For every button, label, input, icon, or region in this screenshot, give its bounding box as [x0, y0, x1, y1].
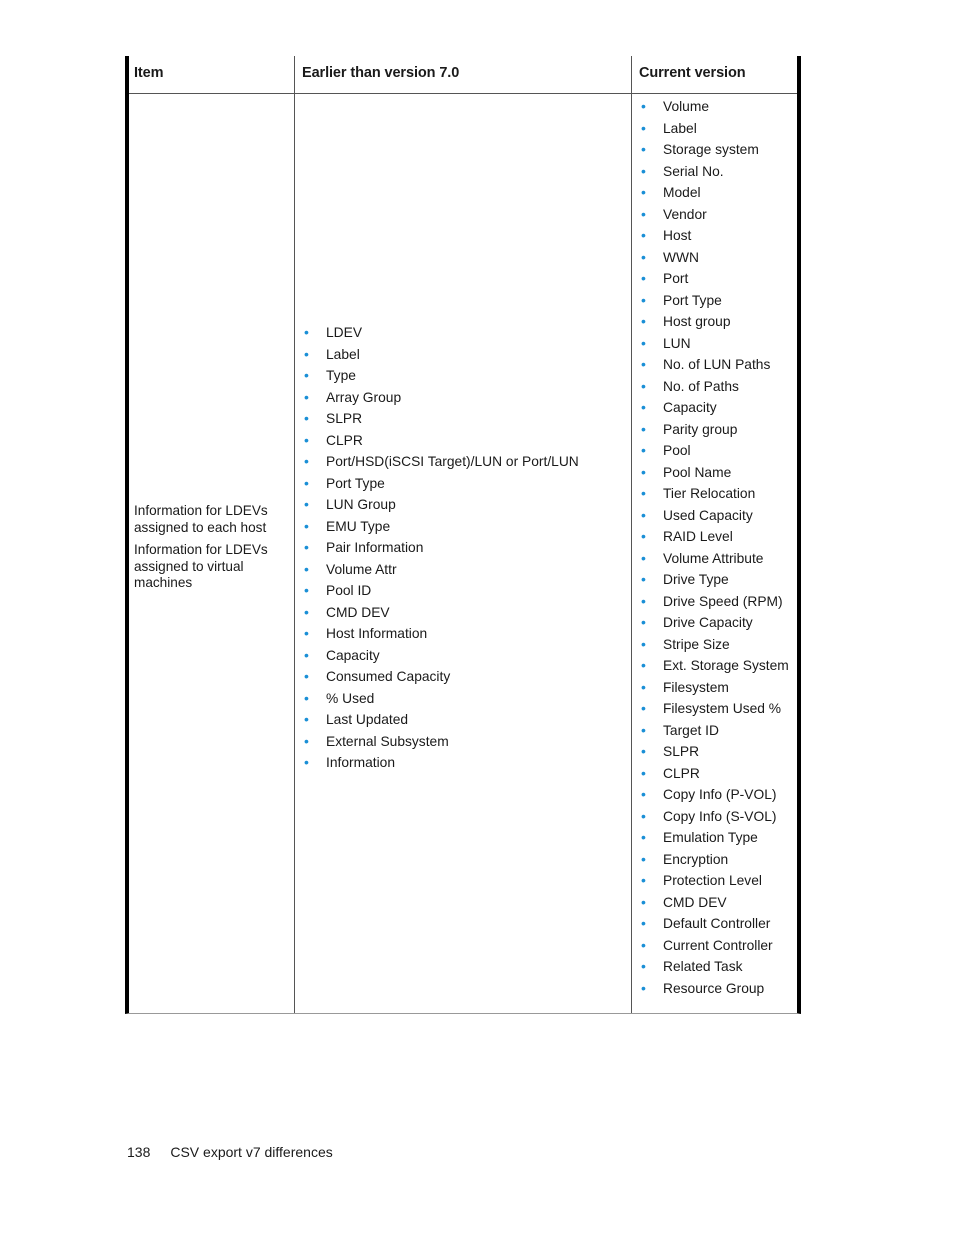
bullet-icon: •	[641, 463, 646, 480]
bullet-icon: •	[641, 506, 646, 523]
list-item	[639, 634, 789, 656]
list-item-label: Host group	[663, 314, 731, 329]
bullet-icon: •	[641, 657, 646, 673]
list-item	[639, 483, 789, 505]
list-item	[302, 537, 579, 559]
bullet-icon: •	[641, 700, 646, 716]
list-item	[302, 666, 579, 688]
list-item-label: % Used	[326, 690, 375, 706]
list-item-label: External Subsystem	[326, 733, 449, 749]
bullet-icon: •	[641, 119, 646, 136]
bullet-icon: •	[304, 625, 309, 641]
list-item-label: Port Type	[663, 292, 722, 308]
list-item-label: Vendor	[663, 206, 707, 222]
bullet-icon: •	[641, 850, 646, 867]
bullet-icon: •	[641, 227, 646, 243]
list-item	[639, 978, 789, 1000]
list-item-label: Volume Attribute	[663, 550, 764, 566]
list-item-label: Related Task	[663, 959, 743, 974]
list-item-label: CLPR	[326, 432, 363, 448]
list-item	[639, 139, 789, 161]
bullet-icon: •	[304, 496, 309, 512]
list-item	[639, 204, 789, 226]
list-item	[302, 623, 579, 645]
bullet-icon: •	[641, 721, 646, 738]
list-item-label: Target ID	[663, 722, 719, 738]
bullet-icon: •	[641, 764, 646, 781]
bullet-icon: •	[304, 410, 309, 426]
bullet-icon: •	[304, 367, 309, 383]
list-item-label: Resource Group	[663, 980, 765, 996]
list-item-label: LUN Group	[326, 497, 396, 512]
list-item-label: LDEV	[326, 325, 363, 340]
bullet-icon: •	[641, 291, 646, 308]
list-item	[639, 698, 789, 720]
list-item-label: CMD DEV	[326, 604, 390, 620]
bullet-icon: •	[641, 614, 646, 630]
bullet-icon: •	[641, 248, 646, 265]
list-item	[639, 526, 789, 548]
list-item	[302, 322, 579, 344]
list-item-label: Label	[663, 120, 697, 136]
list-item-label: Parity group	[663, 421, 738, 437]
page-number: 138	[127, 1144, 151, 1160]
bullet-icon: •	[641, 786, 646, 802]
list-item	[302, 430, 579, 452]
list-item	[639, 96, 789, 118]
list-item	[639, 548, 789, 570]
list-item	[639, 161, 789, 183]
list-item-label: Default Controller	[663, 916, 771, 931]
list-item-label: Copy Info (P-VOL)	[663, 787, 777, 802]
bullet-icon: •	[641, 270, 646, 286]
list-item	[639, 505, 789, 527]
list-item-label: Storage system	[663, 142, 759, 157]
list-item-label: Label	[326, 346, 360, 362]
list-item	[639, 763, 789, 785]
bullet-icon: •	[641, 442, 646, 458]
bullet-icon: •	[641, 979, 646, 996]
current-version-list	[639, 96, 789, 999]
bullet-icon: •	[641, 678, 646, 695]
list-item-label: Consumed Capacity	[326, 669, 451, 684]
bullet-icon: •	[641, 592, 646, 609]
bullet-icon: •	[641, 356, 646, 372]
bullet-icon: •	[641, 936, 646, 953]
list-item-label: Copy Info (S-VOL)	[663, 808, 777, 824]
list-item-label: Ext. Storage System	[663, 658, 789, 673]
list-item-label: Pool Name	[663, 464, 732, 480]
list-item-label: Protection Level	[663, 873, 762, 888]
list-item	[302, 387, 579, 409]
list-item-label: No. of Paths	[663, 378, 739, 394]
list-item	[302, 731, 579, 753]
list-item	[639, 268, 789, 290]
bullet-icon: •	[641, 635, 646, 652]
bullet-icon: •	[304, 560, 309, 577]
list-item-label: Filesystem	[663, 679, 729, 695]
list-item-label: Tier Relocation	[663, 486, 756, 501]
section-title: CSV export v7 differences	[170, 1144, 333, 1160]
list-item	[302, 473, 579, 495]
list-item	[639, 849, 789, 871]
bullet-icon: •	[641, 141, 646, 157]
bullet-icon: •	[641, 893, 646, 910]
list-item-label: Port/HSD(iSCSI Target)/LUN or Port/LUN	[326, 454, 579, 469]
list-item	[639, 354, 789, 376]
bullet-icon: •	[304, 603, 309, 620]
list-item-label: Encryption	[663, 851, 729, 867]
list-item-label: SLPR	[663, 744, 700, 759]
list-item	[302, 451, 579, 473]
bullet-icon: •	[641, 872, 646, 888]
list-item	[302, 645, 579, 667]
list-item-label: Array Group	[326, 389, 402, 405]
earlier-version-list	[302, 322, 579, 774]
list-item-label: Information	[326, 755, 396, 770]
list-item-label: Emulation Type	[663, 830, 758, 845]
list-item-label: Port Type	[326, 475, 385, 491]
bullet-icon: •	[641, 420, 646, 437]
bullet-icon: •	[641, 743, 646, 759]
bullet-icon: •	[641, 528, 646, 544]
bullet-icon: •	[304, 732, 309, 749]
list-item	[639, 677, 789, 699]
column-divider-1	[294, 56, 295, 1013]
bullet-icon: •	[641, 915, 646, 931]
list-item-label: LUN	[663, 335, 691, 351]
bullet-icon: •	[304, 711, 309, 727]
bullet-icon: •	[304, 474, 309, 491]
list-item-label: Model	[663, 185, 701, 200]
bullet-icon: •	[304, 646, 309, 663]
list-item-label: RAID Level	[663, 529, 733, 544]
list-item	[639, 182, 789, 204]
table-header-row	[129, 56, 797, 94]
list-item	[639, 376, 789, 398]
bullet-icon: •	[641, 162, 646, 179]
list-item-label: Filesystem Used %	[663, 701, 782, 716]
list-item	[639, 655, 789, 677]
item-cell-ldevs-vm: Information for LDEVs assigned to virtual machines	[134, 542, 268, 590]
bullet-icon: •	[641, 399, 646, 415]
list-item	[639, 333, 789, 355]
list-item	[302, 580, 579, 602]
bullet-icon: •	[641, 549, 646, 566]
page-footer	[127, 1144, 333, 1160]
list-item	[302, 559, 579, 581]
list-item	[639, 290, 789, 312]
list-item	[639, 591, 789, 613]
list-item-label: EMU Type	[326, 518, 391, 534]
list-item-label: Volume	[663, 99, 710, 114]
bullet-icon: •	[641, 807, 646, 824]
list-item-label: Host	[663, 228, 692, 243]
list-item-label: Last Updated	[326, 712, 409, 727]
list-item	[639, 827, 789, 849]
list-item	[302, 408, 579, 430]
list-item-label: No. of LUN Paths	[663, 357, 771, 372]
list-item	[302, 688, 579, 710]
list-item-label: Port	[663, 271, 689, 286]
list-item	[639, 311, 789, 333]
list-item-label: Used Capacity	[663, 507, 753, 523]
list-item-label: Volume Attr	[326, 561, 397, 577]
list-item	[302, 494, 579, 516]
list-item-label: Capacity	[663, 400, 717, 415]
list-item-label: Host Information	[326, 626, 428, 641]
list-item-label: Drive Speed (RPM)	[663, 593, 783, 609]
list-item	[639, 612, 789, 634]
item-cell-ldevs-host: Information for LDEVs assigned to each host	[134, 503, 268, 535]
list-item	[639, 806, 789, 828]
list-item	[639, 784, 789, 806]
list-item	[302, 344, 579, 366]
bullet-icon: •	[304, 324, 309, 340]
bullet-icon: •	[641, 485, 646, 501]
list-item	[639, 720, 789, 742]
header-earlier-version: Earlier than version 7.0	[302, 65, 460, 81]
comparison-table	[125, 56, 801, 1014]
list-item	[302, 752, 579, 774]
list-item	[639, 913, 789, 935]
bullet-icon: •	[641, 377, 646, 394]
bullet-icon: •	[641, 184, 646, 200]
header-item: Item	[134, 65, 164, 81]
list-item-label: Pool	[663, 443, 691, 458]
list-item-label: Serial No.	[663, 163, 724, 179]
list-item-label: WWN	[663, 249, 700, 265]
bullet-icon: •	[304, 431, 309, 448]
list-item-label: Current Controller	[663, 937, 773, 953]
list-item-label: Stripe Size	[663, 636, 730, 652]
list-item	[639, 419, 789, 441]
list-item-label: Drive Capacity	[663, 615, 753, 630]
list-item	[639, 440, 789, 462]
list-item	[302, 709, 579, 731]
list-item-label: Pair Information	[326, 540, 424, 555]
bullet-icon: •	[641, 98, 646, 114]
bullet-icon: •	[641, 313, 646, 329]
bullet-icon: •	[304, 539, 309, 555]
list-item-label: Type	[326, 368, 356, 383]
list-item	[639, 741, 789, 763]
list-item	[639, 225, 789, 247]
list-item	[639, 569, 789, 591]
list-item	[639, 892, 789, 914]
bullet-icon: •	[304, 345, 309, 362]
list-item	[302, 602, 579, 624]
list-item	[639, 462, 789, 484]
list-item-label: CLPR	[663, 765, 700, 781]
bullet-icon: •	[304, 582, 309, 598]
bullet-icon: •	[641, 958, 646, 974]
bullet-icon: •	[304, 689, 309, 706]
bullet-icon: •	[641, 571, 646, 587]
list-item	[639, 118, 789, 140]
list-item-label: Capacity	[326, 647, 380, 663]
column-divider-2	[631, 56, 632, 1013]
list-item	[639, 870, 789, 892]
bullet-icon: •	[641, 829, 646, 845]
list-item	[639, 956, 789, 978]
bullet-icon: •	[304, 453, 309, 469]
bullet-icon: •	[304, 517, 309, 534]
list-item-label: CMD DEV	[663, 894, 727, 910]
bullet-icon: •	[304, 668, 309, 684]
list-item-label: SLPR	[326, 411, 363, 426]
list-item-label: Pool ID	[326, 583, 372, 598]
list-item	[639, 247, 789, 269]
list-item	[639, 935, 789, 957]
list-item	[302, 365, 579, 387]
bullet-icon: •	[641, 334, 646, 351]
bullet-icon: •	[304, 388, 309, 405]
bullet-icon: •	[304, 754, 309, 770]
header-current-version: Current version	[639, 65, 746, 81]
list-item-label: Drive Type	[663, 572, 729, 587]
list-item	[302, 516, 579, 538]
list-item	[639, 397, 789, 419]
bullet-icon: •	[641, 205, 646, 222]
